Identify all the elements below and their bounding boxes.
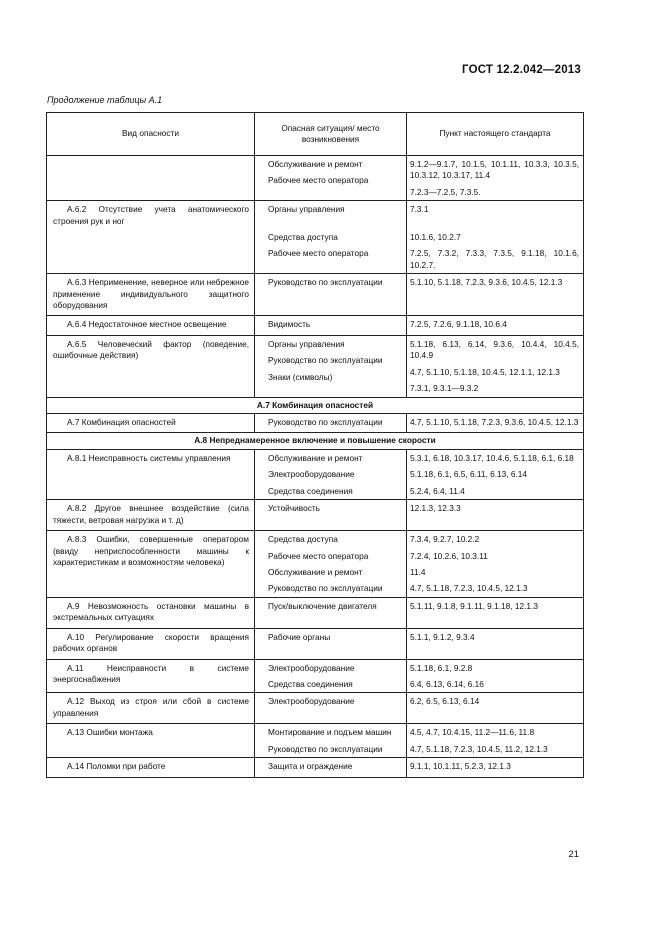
hazard-cell: А.10 Регулирование скорости вращения рабочих органов [47, 628, 255, 659]
situation-cell [255, 274, 407, 316]
hazard-cell: А.8.2 Другое внешнее воздействие (сила тяжести, ветровая нагрузка и т. д) [47, 500, 255, 531]
hazard-cell: А.8.3 Ошибки, совершенные оператором (ввиду неприспособленности машины к характеристикам и возможностям человека) [47, 531, 255, 598]
hazard-cell: А.11 Неисправности в системе энергоснабжения [47, 659, 255, 693]
clause-cell [407, 316, 584, 335]
situation-text: Обслуживание и ремонт [268, 566, 363, 577]
table-header-row [47, 113, 584, 156]
situation-text: Пуск/выключение двигателя [268, 600, 377, 611]
table-body [47, 156, 584, 778]
situation-text: Обслуживание и ремонт [268, 159, 363, 169]
situation-cell [255, 201, 407, 274]
situation-cell [255, 500, 407, 531]
situation-text: Рабочие органы [268, 631, 331, 642]
situation-text: Защита и ограждение [268, 761, 353, 772]
clause-reference: 4.7, 5.1.10, 5.1.18, 10.4.5, 12.1.1, 12.1.3 [410, 366, 560, 377]
clause-reference: 7.2.5, 7.3.2, 7.3.3, 7.3.5, 9.1.18, 10.1.6, 10.2.7. [410, 248, 579, 270]
situation-text: Обслуживание и ремонт [268, 452, 363, 463]
clause-reference: 5.2.4, 6.4, 11.4 [410, 485, 465, 496]
situation-text: Руководство по эксплуатации [268, 355, 383, 366]
table-row [47, 597, 584, 628]
situation-cell [255, 659, 407, 693]
table-caption: Продолжение таблицы А.1 [47, 95, 163, 105]
situation-text: Руководство по эксплуатации [268, 417, 383, 427]
clause-reference: 5.1.10, 5.1.18, 7.2.3, 9.3.6, 10.4.5, 12.1.3 [410, 277, 563, 288]
situation-text: Монтирование и подъем машин [268, 727, 392, 738]
situation-text: Руководство по эксплуатации [268, 277, 383, 288]
table-row [47, 449, 584, 499]
clause-cell [407, 201, 584, 274]
situation-text: Средства соединения [268, 485, 353, 496]
situation-text: Рабочее место оператора [268, 248, 369, 259]
situation-cell [255, 724, 407, 758]
hazard-cell: А.8.1 Неисправность системы управления [47, 449, 255, 499]
clause-cell [407, 724, 584, 758]
clause-cell [407, 659, 584, 693]
clause-reference: 7.2.3—7.2.5, 7.3.5. [410, 186, 481, 197]
situation-cell [255, 693, 407, 724]
situation-text: Рабочее место оператора [268, 175, 369, 186]
table-row [47, 414, 584, 433]
hazard-table [46, 112, 584, 778]
situation-cell [255, 156, 407, 201]
situation-text: Средства доступа [268, 231, 338, 242]
hazard-cell: А.14 Поломки при работе [47, 758, 255, 777]
hazard-cell: А.6.3 Неприменение, неверное или небрежное применение индивидуального защитного оборудования [47, 274, 255, 316]
clause-reference: 11.4 [410, 566, 426, 577]
clause-cell [407, 156, 584, 201]
clause-reference: 10.1.6, 10.2.7 [410, 231, 461, 242]
table-row [47, 156, 584, 201]
clause-cell [407, 449, 584, 499]
clause-reference: 5.1.1, 9.1.2, 9.3.4 [410, 631, 475, 642]
situation-text: Устойчивость [268, 503, 320, 514]
clause-reference: 9.1.2—9.1.7, 10.1.5, 10.1.11, 10.3.3, 10.3.5, 10.3.12, 10.3.17, 11.4 [410, 159, 579, 181]
situation-cell [255, 758, 407, 777]
situation-cell [255, 531, 407, 598]
clause-cell [407, 597, 584, 628]
situation-text: Знаки (символы) [268, 371, 333, 382]
section-row [47, 397, 584, 413]
section-title: А.7 Комбинация опасностей [47, 397, 584, 413]
situation-text: Средства доступа [268, 534, 338, 545]
situation-cell [255, 628, 407, 659]
clause-reference: 7.2.4, 10.2.6, 10.3.11 [410, 550, 488, 561]
situation-cell [255, 414, 407, 433]
situation-cell [255, 449, 407, 499]
situation-text: Руководство по эксплуатации [268, 583, 383, 594]
clause-cell [407, 693, 584, 724]
page-number: 21 [568, 849, 579, 860]
table-row [47, 335, 584, 397]
clause-cell [407, 414, 584, 433]
table-row [47, 693, 584, 724]
situation-text: Руководство по эксплуатации [268, 743, 383, 754]
hazard-cell: А.13 Ошибки монтажа [47, 724, 255, 758]
table-row [47, 201, 584, 274]
clause-reference: 4.7, 5.1.10, 5.1.18, 7.2.3, 9.3.6, 10.4.5, 12.1.3 [410, 417, 579, 427]
clause-reference: 4.7, 5.1.18, 7.2.3, 10.4.5, 12.1.3 [410, 583, 528, 594]
clause-cell [407, 335, 584, 397]
situation-text: Видимость [268, 319, 311, 330]
situation-text: Электрооборудование [268, 696, 355, 707]
table-row [47, 659, 584, 693]
section-row [47, 433, 584, 449]
table-row [47, 531, 584, 598]
document-header: ГОСТ 12.2.042—2013 [462, 64, 581, 76]
table-row [47, 500, 584, 531]
situation-text: Электрооборудование [268, 469, 355, 480]
table-row [47, 628, 584, 659]
clause-cell [407, 531, 584, 598]
table-row [47, 724, 584, 758]
clause-reference: 4.5, 4.7, 10.4.15, 11.2—11.6, 11.8 [410, 727, 535, 738]
clause-reference: 5.1.18, 6.1, 9.2.8 [410, 662, 473, 673]
clause-cell [407, 758, 584, 777]
situation-cell [255, 335, 407, 397]
situation-text: Органы управления [268, 204, 345, 215]
clause-reference: 5.1.18, 6.13, 6.14, 9.3.6, 10.4.4, 10.4.5, 10.4.9 [410, 338, 579, 361]
column-header-situation: Опасная ситуация/ место возникновения [255, 113, 407, 156]
column-header-clause: Пункт настоящего стандарта [407, 113, 584, 156]
hazard-cell: А.6.4 Недостаточное местное освещение [47, 316, 255, 335]
clause-cell [407, 274, 584, 316]
situation-text: Средства соединения [268, 679, 353, 689]
situation-text: Рабочее место оператора [268, 550, 369, 561]
hazard-cell: А.12 Выход из строя или сбой в системе управления [47, 693, 255, 724]
hazard-cell [47, 156, 255, 201]
clause-reference: 7.2.5, 7.2.6, 9.1.18, 10.6.4 [410, 319, 507, 330]
clause-cell [407, 500, 584, 531]
situation-cell [255, 597, 407, 628]
table-row [47, 316, 584, 335]
clause-reference: 12.1.3, 12.3.3 [410, 503, 461, 514]
situation-cell [255, 316, 407, 335]
clause-reference: 9.1.1, 10.1.11, 5.2.3, 12.1.3 [410, 761, 511, 772]
clause-reference: 6.2, 6.5, 6.13, 6.14 [410, 696, 480, 707]
hazard-cell: А.9 Невозможность остановки машины в экстремальных ситуациях [47, 597, 255, 628]
clause-reference: 5.1.11, 9.1.8, 9.1.11, 9.1.18, 12.1.3 [410, 600, 538, 611]
hazard-cell: А.7 Комбинация опасностей [47, 414, 255, 433]
clause-reference: 6.4, 6.13, 6.14, 6.16 [410, 679, 484, 689]
table-row [47, 274, 584, 316]
table-row [47, 758, 584, 777]
situation-text: Электрооборудование [268, 662, 355, 673]
clause-reference: 4.7, 5.1.18, 7.2.3, 10.4.5, 11.2, 12.1.3 [410, 743, 548, 754]
hazard-cell: А.6.2 Отсутствие учета анатомического строения рук и ног [47, 201, 255, 274]
clause-reference: 7.3.1, 9.3.1—9.3.2 [410, 383, 479, 394]
column-header-hazard: Вид опасности [47, 113, 255, 156]
clause-cell [407, 628, 584, 659]
clause-reference: 7.3.4, 9.2.7, 10.2.2 [410, 534, 480, 545]
clause-reference: 7.3.1 [410, 204, 429, 215]
clause-reference: 5.1.18, 6.1, 6.5, 6.11, 6.13, 6.14 [410, 469, 528, 480]
section-title: А.8 Непреднамеренное включение и повышение скорости [47, 433, 584, 449]
situation-text: Органы управления [268, 338, 345, 349]
hazard-cell: А.6.5 Человеческий фактор (поведение, ошибочные действия) [47, 335, 255, 397]
clause-reference: 5.3.1, 6.18, 10.3.17, 10.4.6, 5.1.18, 6.1, 6.18 [410, 452, 574, 463]
